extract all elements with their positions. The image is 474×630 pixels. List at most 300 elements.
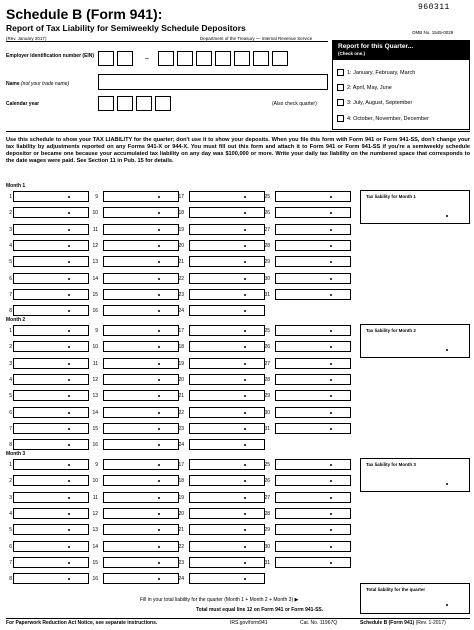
day-liability-field[interactable]	[13, 305, 89, 316]
day-number: 4	[9, 376, 12, 383]
day-number: 18	[178, 344, 184, 351]
day-liability-field[interactable]	[189, 390, 265, 401]
day-number: 8	[9, 576, 12, 583]
day-number: 14	[92, 275, 98, 282]
arrow-icon: ▶	[294, 597, 299, 603]
day-number: 28	[264, 242, 270, 249]
day-liability-field[interactable]	[189, 224, 265, 235]
decimal-dot	[158, 412, 160, 414]
day-liability-field[interactable]	[275, 207, 351, 218]
decimal-dot	[68, 261, 70, 263]
day-number: 3	[9, 360, 12, 367]
day-number: 30	[264, 543, 270, 550]
day-number: 16	[92, 576, 98, 583]
header-rule	[6, 41, 328, 42]
day-liability-field[interactable]	[275, 273, 351, 284]
decimal-dot	[158, 529, 160, 531]
decimal-dot	[330, 562, 332, 564]
day-liability-field[interactable]	[189, 508, 265, 519]
day-number: 9	[95, 462, 98, 468]
day-number: 8	[9, 308, 12, 315]
ein-digit-1[interactable]	[98, 51, 114, 66]
day-number: 22	[178, 409, 184, 416]
decimal-dot	[158, 330, 160, 332]
decimal-dot	[244, 444, 246, 446]
day-number: 5	[9, 393, 12, 400]
day-liability-field[interactable]	[13, 240, 89, 251]
ein-digit-2[interactable]	[117, 51, 133, 66]
decimal-dot	[68, 497, 70, 499]
day-liability-field[interactable]	[103, 256, 179, 267]
fill-in-total-note: Fill in your total liability for the quarter (Month 1 + Month 2 + Month 3) ▶	[140, 597, 299, 603]
month-label: Month 3	[6, 451, 26, 457]
day-liability-field[interactable]	[189, 524, 265, 535]
quarter-checkbox-4[interactable]	[337, 115, 344, 122]
decimal-dot	[158, 261, 160, 263]
day-liability-field[interactable]	[13, 341, 89, 352]
quarter-header	[333, 41, 469, 60]
quarter-title: Report for this Quarter...	[338, 43, 414, 50]
day-number: 26	[264, 478, 270, 485]
day-liability-field[interactable]	[275, 191, 351, 202]
department: Department of the Treasury — Internal Revenue Service	[200, 36, 313, 41]
day-liability-field[interactable]	[189, 475, 265, 486]
day-number: 13	[92, 259, 98, 266]
decimal-dot	[244, 261, 246, 263]
decimal-dot	[158, 379, 160, 381]
day-number: 21	[178, 259, 184, 266]
decimal-dot	[244, 529, 246, 531]
day-number: 20	[178, 510, 184, 517]
day-number: 24	[178, 576, 184, 583]
day-number: 25	[264, 328, 270, 334]
decimal-dot	[158, 212, 160, 214]
day-liability-field[interactable]	[13, 508, 89, 519]
quarter-option-4[interactable]: 4: October, November, December	[337, 115, 429, 122]
day-liability-field[interactable]	[189, 439, 265, 450]
day-liability-field[interactable]	[13, 573, 89, 584]
decimal-dot	[68, 562, 70, 564]
day-liability-field[interactable]	[13, 459, 89, 470]
day-liability-field[interactable]	[189, 541, 265, 552]
day-liability-field[interactable]	[13, 423, 89, 434]
decimal-dot	[68, 330, 70, 332]
quarter-option-3[interactable]: 3: July, August, September	[337, 99, 412, 106]
day-liability-field[interactable]	[275, 374, 351, 385]
day-liability-field[interactable]	[13, 224, 89, 235]
ein-digit-5[interactable]	[196, 51, 212, 66]
day-liability-field[interactable]	[103, 423, 179, 434]
must-equal-note: Total must equal line 12 on Form 941 or Form 941-SS.	[196, 607, 324, 613]
day-liability-field[interactable]	[13, 524, 89, 535]
day-number: 23	[178, 425, 184, 432]
month-total-label: Tax liability for Month 2	[366, 328, 416, 333]
decimal-dot	[244, 497, 246, 499]
day-number: 17	[178, 328, 184, 334]
also-check-hint: (Also check quarter)	[272, 101, 317, 107]
day-liability-field[interactable]	[275, 541, 351, 552]
decimal-dot	[330, 212, 332, 214]
ein-digit-6[interactable]	[215, 51, 231, 66]
day-liability-field[interactable]	[103, 358, 179, 369]
decimal-dot	[68, 578, 70, 580]
decimal-dot	[330, 294, 332, 296]
page-title: Schedule B (Form 941):	[6, 6, 163, 22]
decimal-dot	[244, 464, 246, 466]
decimal-dot	[446, 604, 448, 606]
day-liability-field[interactable]	[275, 407, 351, 418]
ein-digit-4[interactable]	[177, 51, 193, 66]
day-liability-field[interactable]	[103, 475, 179, 486]
month-total-box[interactable]	[360, 190, 470, 224]
decimal-dot	[68, 529, 70, 531]
decimal-dot	[158, 497, 160, 499]
day-number: 15	[92, 559, 98, 566]
decimal-dot	[158, 196, 160, 198]
day-number: 6	[9, 543, 12, 550]
decimal-dot	[68, 346, 70, 348]
day-liability-field[interactable]	[103, 439, 179, 450]
day-liability-field[interactable]	[13, 256, 89, 267]
day-number: 25	[264, 194, 270, 200]
decimal-dot	[158, 578, 160, 580]
day-liability-field[interactable]	[103, 240, 179, 251]
name-label: Name (not your trade name)	[6, 81, 70, 87]
quarter-option-1[interactable]: 1: January, February, March	[337, 69, 415, 76]
decimal-dot	[158, 278, 160, 280]
day-liability-field[interactable]	[103, 191, 179, 202]
day-liability-field[interactable]	[275, 390, 351, 401]
day-number: 3	[9, 494, 12, 501]
day-number: 11	[92, 360, 98, 367]
day-number: 7	[9, 291, 12, 298]
day-liability-field[interactable]	[275, 492, 351, 503]
day-number: 31	[264, 559, 270, 566]
day-liability-field[interactable]	[275, 325, 351, 336]
decimal-dot	[158, 229, 160, 231]
decimal-dot	[446, 349, 448, 351]
day-liability-field[interactable]	[275, 423, 351, 434]
footer-site[interactable]: IRS.gov/form941	[230, 620, 268, 626]
year-label: Calendar year	[6, 101, 40, 107]
day-number: 1	[9, 194, 12, 200]
day-number: 24	[178, 308, 184, 315]
day-liability-field[interactable]	[13, 325, 89, 336]
day-number: 10	[92, 478, 98, 485]
day-liability-field[interactable]	[189, 492, 265, 503]
decimal-dot	[330, 428, 332, 430]
decimal-dot	[244, 196, 246, 198]
day-liability-field[interactable]	[189, 358, 265, 369]
decimal-dot	[446, 483, 448, 485]
day-liability-field[interactable]	[13, 273, 89, 284]
day-liability-field[interactable]	[103, 524, 179, 535]
day-liability-field[interactable]	[189, 273, 265, 284]
day-number: 1	[9, 462, 12, 468]
day-number: 28	[264, 510, 270, 517]
day-number: 14	[92, 543, 98, 550]
ein-digit-7[interactable]	[234, 51, 250, 66]
decimal-dot	[68, 310, 70, 312]
decimal-dot	[158, 294, 160, 296]
day-liability-field[interactable]	[103, 459, 179, 470]
day-number: 17	[178, 194, 184, 200]
day-number: 23	[178, 559, 184, 566]
year-digit-2[interactable]	[117, 96, 133, 111]
day-liability-field[interactable]	[13, 407, 89, 418]
day-liability-field[interactable]	[103, 289, 179, 300]
day-number: 18	[178, 210, 184, 217]
instructions-rule	[6, 131, 470, 132]
form-id: 960311	[418, 3, 450, 12]
day-number: 22	[178, 543, 184, 550]
footer-paperwork: For Paperwork Reduction Act Notice, see separate instructions.	[6, 620, 158, 626]
decimal-dot	[330, 346, 332, 348]
day-number: 21	[178, 527, 184, 534]
month-total-label: Tax liability for Month 3	[366, 462, 416, 467]
footer-cat: Cat. No. 11967Q	[300, 620, 338, 626]
decimal-dot	[330, 395, 332, 397]
decimal-dot	[244, 229, 246, 231]
decimal-dot	[68, 480, 70, 482]
day-liability-field[interactable]	[189, 240, 265, 251]
day-liability-field[interactable]	[13, 289, 89, 300]
day-liability-field[interactable]	[103, 341, 179, 352]
day-liability-field[interactable]	[103, 492, 179, 503]
decimal-dot	[158, 562, 160, 564]
decimal-dot	[158, 245, 160, 247]
day-number: 5	[9, 259, 12, 266]
day-liability-field[interactable]	[103, 390, 179, 401]
day-number: 19	[178, 360, 184, 367]
quarter-checkbox-2[interactable]	[337, 84, 344, 91]
day-number: 12	[92, 242, 98, 249]
decimal-dot	[330, 513, 332, 515]
ein-label: Employer identification number (EIN)	[6, 53, 95, 59]
day-liability-field[interactable]	[103, 557, 179, 568]
name-field[interactable]	[98, 74, 328, 90]
day-number: 19	[178, 494, 184, 501]
quarter-checkbox-1[interactable]	[337, 69, 344, 76]
decimal-dot	[244, 294, 246, 296]
day-liability-field[interactable]	[103, 325, 179, 336]
month-total-box[interactable]	[360, 458, 470, 492]
day-liability-field[interactable]	[275, 341, 351, 352]
decimal-dot	[244, 363, 246, 365]
decimal-dot	[158, 480, 160, 482]
decimal-dot	[158, 464, 160, 466]
day-liability-field[interactable]	[13, 475, 89, 486]
day-liability-field[interactable]	[189, 341, 265, 352]
day-liability-field[interactable]	[189, 557, 265, 568]
decimal-dot	[244, 480, 246, 482]
day-liability-field[interactable]	[275, 358, 351, 369]
day-liability-field[interactable]	[275, 557, 351, 568]
decimal-dot	[244, 245, 246, 247]
day-number: 20	[178, 242, 184, 249]
day-liability-field[interactable]	[103, 374, 179, 385]
decimal-dot	[330, 529, 332, 531]
quarter-option-2[interactable]: 2: April, May, June	[337, 84, 392, 91]
ein-dash: –	[145, 55, 149, 62]
day-liability-field[interactable]	[103, 273, 179, 284]
total-liability-label: Total liability for the quarter	[366, 587, 426, 592]
decimal-dot	[158, 428, 160, 430]
day-liability-field[interactable]	[189, 407, 265, 418]
day-liability-field[interactable]	[275, 524, 351, 535]
day-number: 13	[92, 527, 98, 534]
day-liability-field[interactable]	[189, 289, 265, 300]
day-liability-field[interactable]	[189, 325, 265, 336]
day-liability-field[interactable]	[275, 459, 351, 470]
decimal-dot	[330, 363, 332, 365]
footer-rule	[6, 618, 470, 619]
day-liability-field[interactable]	[13, 374, 89, 385]
decimal-dot	[244, 212, 246, 214]
decimal-dot	[244, 379, 246, 381]
day-liability-field[interactable]	[103, 305, 179, 316]
decimal-dot	[330, 261, 332, 263]
decimal-dot	[330, 245, 332, 247]
day-liability-field[interactable]	[189, 459, 265, 470]
day-number: 10	[92, 210, 98, 217]
day-liability-field[interactable]	[13, 390, 89, 401]
day-liability-field[interactable]	[189, 573, 265, 584]
day-liability-field[interactable]	[13, 541, 89, 552]
day-number: 12	[92, 376, 98, 383]
ein-digit-3[interactable]	[158, 51, 174, 66]
ein-digit-8[interactable]	[253, 51, 269, 66]
month-label: Month 2	[6, 317, 26, 323]
day-liability-field[interactable]	[275, 240, 351, 251]
day-liability-field[interactable]	[189, 207, 265, 218]
day-liability-field[interactable]	[13, 191, 89, 202]
day-liability-field[interactable]	[189, 256, 265, 267]
year-digit-3[interactable]	[136, 96, 152, 111]
page-subtitle: Report of Tax Liability for Semiweekly Schedule Depositors	[6, 23, 246, 33]
day-number: 3	[9, 226, 12, 233]
decimal-dot	[158, 310, 160, 312]
day-number: 11	[92, 226, 98, 233]
year-digit-4[interactable]	[155, 96, 171, 111]
decimal-dot	[330, 480, 332, 482]
day-number: 27	[264, 360, 270, 367]
day-liability-field[interactable]	[13, 492, 89, 503]
decimal-dot	[68, 546, 70, 548]
decimal-dot	[68, 412, 70, 414]
decimal-dot	[244, 395, 246, 397]
decimal-dot	[158, 395, 160, 397]
day-number: 6	[9, 409, 12, 416]
decimal-dot	[244, 562, 246, 564]
day-liability-field[interactable]	[189, 305, 265, 316]
day-liability-field[interactable]	[189, 423, 265, 434]
day-liability-field[interactable]	[275, 256, 351, 267]
decimal-dot	[68, 464, 70, 466]
day-number: 27	[264, 494, 270, 501]
day-number: 18	[178, 478, 184, 485]
day-number: 23	[178, 291, 184, 298]
decimal-dot	[68, 212, 70, 214]
day-liability-field[interactable]	[275, 289, 351, 300]
quarter-checkbox-3[interactable]	[337, 99, 344, 106]
quarter-check-one: (Check one.)	[338, 51, 366, 56]
year-digit-1[interactable]	[98, 96, 114, 111]
day-number: 31	[264, 425, 270, 432]
decimal-dot	[330, 196, 332, 198]
decimal-dot	[158, 444, 160, 446]
day-number: 27	[264, 226, 270, 233]
day-number: 26	[264, 344, 270, 351]
day-number: 29	[264, 393, 270, 400]
day-liability-field[interactable]	[275, 475, 351, 486]
day-number: 31	[264, 291, 270, 298]
day-liability-field[interactable]	[103, 224, 179, 235]
month-total-label: Tax liability for Month 1	[366, 194, 416, 199]
day-number: 17	[178, 462, 184, 468]
day-liability-field[interactable]	[13, 358, 89, 369]
decimal-dot	[68, 428, 70, 430]
decimal-dot	[244, 278, 246, 280]
decimal-dot	[330, 464, 332, 466]
total-liability-box[interactable]	[360, 583, 470, 614]
day-liability-field[interactable]	[103, 541, 179, 552]
day-liability-field[interactable]	[275, 224, 351, 235]
day-liability-field[interactable]	[103, 207, 179, 218]
decimal-dot	[68, 513, 70, 515]
month-label: Month 1	[6, 183, 26, 189]
day-liability-field[interactable]	[189, 191, 265, 202]
decimal-dot	[330, 412, 332, 414]
day-liability-field[interactable]	[103, 407, 179, 418]
decimal-dot	[244, 513, 246, 515]
decimal-dot	[446, 215, 448, 217]
day-liability-field[interactable]	[13, 439, 89, 450]
decimal-dot	[158, 363, 160, 365]
decimal-dot	[68, 196, 70, 198]
decimal-dot	[68, 444, 70, 446]
decimal-dot	[330, 379, 332, 381]
decimal-dot	[158, 546, 160, 548]
day-number: 26	[264, 210, 270, 217]
decimal-dot	[330, 497, 332, 499]
ein-digit-9[interactable]	[272, 51, 288, 66]
day-number: 29	[264, 259, 270, 266]
day-number: 9	[95, 194, 98, 200]
decimal-dot	[244, 412, 246, 414]
day-number: 24	[178, 442, 184, 449]
day-number: 25	[264, 462, 270, 468]
month-total-box[interactable]	[360, 324, 470, 358]
decimal-dot	[244, 546, 246, 548]
day-liability-field[interactable]	[103, 508, 179, 519]
day-number: 30	[264, 409, 270, 416]
decimal-dot	[330, 229, 332, 231]
day-liability-field[interactable]	[13, 557, 89, 568]
day-liability-field[interactable]	[103, 573, 179, 584]
day-liability-field[interactable]	[13, 207, 89, 218]
day-liability-field[interactable]	[189, 374, 265, 385]
decimal-dot	[244, 578, 246, 580]
decimal-dot	[68, 363, 70, 365]
decimal-dot	[68, 379, 70, 381]
decimal-dot	[68, 294, 70, 296]
day-number: 2	[9, 210, 12, 217]
day-liability-field[interactable]	[275, 508, 351, 519]
day-number: 30	[264, 275, 270, 282]
decimal-dot	[158, 513, 160, 515]
decimal-dot	[244, 428, 246, 430]
